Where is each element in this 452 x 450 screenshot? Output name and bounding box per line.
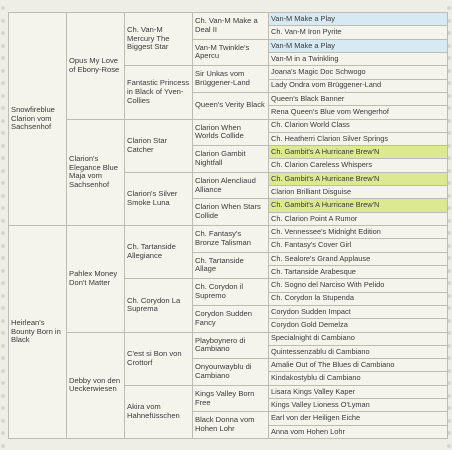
tractor-hole xyxy=(1,294,5,298)
tractor-hole xyxy=(1,369,5,373)
tractor-hole xyxy=(1,144,5,148)
tractor-hole xyxy=(1,81,5,85)
tractor-hole xyxy=(1,256,5,260)
ancestor-gen5: Van-M Make a Play xyxy=(269,13,448,26)
ancestor-gen5: Earl von der Heiligen Eiche xyxy=(269,412,448,425)
tractor-hole xyxy=(447,444,451,448)
ancestor-gen3: Ch. Tartanside Allegiance xyxy=(125,226,193,279)
ancestor-gen4: Ch. Corydon il Supremo xyxy=(193,279,269,306)
ancestor-gen5: Clarion Brilliant Disguise xyxy=(269,186,448,199)
tractor-hole xyxy=(1,219,5,223)
ancestor-gen4: Clarion Alencliaud Alliance xyxy=(193,172,269,199)
tractor-hole xyxy=(1,381,5,385)
tractor-hole xyxy=(1,431,5,435)
ancestor-gen5: Ch. Van-M Iron Pyrite xyxy=(269,26,448,39)
tractor-hole xyxy=(1,169,5,173)
tractor-hole xyxy=(1,194,5,198)
ancestor-gen5: Van-M in a Twinkling xyxy=(269,52,448,65)
ancestor-gen5: Lady Ondra vom Brüggener-Land xyxy=(269,79,448,92)
ancestor-gen5: Ch. Clarion World Class xyxy=(269,119,448,132)
pedigree-row xyxy=(9,226,448,239)
tractor-hole xyxy=(447,6,451,10)
ancestor-gen5: Corydon Sudden Impact xyxy=(269,305,448,318)
ancestor-gen5: Joana's Magic Doc Schwogo xyxy=(269,66,448,79)
ancestor-gen5: Kindakostyblu di Cambiano xyxy=(269,372,448,385)
ancestor-gen3: Ch. Corydon La Suprema xyxy=(125,279,193,332)
tractor-hole xyxy=(1,19,5,23)
ancestor-gen5: Anna vom Hohen Lohr xyxy=(269,425,448,438)
ancestor-gen2: Debby von den Ueckerwiesen xyxy=(67,332,125,439)
ancestor-gen4: Clarion Gambit Nightfall xyxy=(193,146,269,173)
tractor-hole xyxy=(1,306,5,310)
tractor-hole xyxy=(1,281,5,285)
ancestor-gen5: Ch. Corydon la Stupenda xyxy=(269,292,448,305)
ancestor-gen3: Clarion's Silver Smoke Luna xyxy=(125,172,193,225)
ancestor-gen5: Rena Queen's Blue vom Wengerhof xyxy=(269,106,448,119)
ancestor-gen5: Amalie Out of The Blues di Cambiano xyxy=(269,359,448,372)
ancestor-gen5: Ch. Clarion Careless Whispers xyxy=(269,159,448,172)
ancestor-gen4: Ch. Tartanside Allage xyxy=(193,252,269,279)
ancestor-gen5: Ch. Sealore's Grand Applause xyxy=(269,252,448,265)
ancestor-gen3: C'est si Bon von Crottorf xyxy=(125,332,193,385)
ancestor-gen4: Van-M Twinkle's Apercu xyxy=(193,39,269,66)
ancestor-gen1: Snowfireblue Clarion vom Sachsenhof xyxy=(9,13,67,226)
ancestor-gen2: Clarion's Elegance Blue Maja vom Sachsenhof xyxy=(67,119,125,226)
ancestor-gen4: Black Donna vom Hohen Lohr xyxy=(193,412,269,439)
ancestor-gen4: Ch. Van-M Make a Deal II xyxy=(193,13,269,40)
ancestor-gen5: Ch. Fantasy's Cover Girl xyxy=(269,239,448,252)
ancestor-gen2: Pahlex Money Don't Matter xyxy=(67,226,125,333)
ancestor-gen3: Ch. Van-M Mercury The Biggest Star xyxy=(125,13,193,66)
pedigree-table xyxy=(8,12,448,439)
tractor-hole xyxy=(1,156,5,160)
tractor-hole xyxy=(1,69,5,73)
ancestor-gen5: Ch. Vennessee's Midnight Edition xyxy=(269,226,448,239)
tractor-hole xyxy=(1,56,5,60)
ancestor-gen5: Queen's Black Banner xyxy=(269,92,448,105)
tractor-hole xyxy=(1,206,5,210)
ancestor-gen5: Ch. Sogno del Narciso With Pelido xyxy=(269,279,448,292)
tractor-hole xyxy=(1,231,5,235)
tractor-hole xyxy=(1,6,5,10)
tractor-hole xyxy=(1,119,5,123)
ancestor-gen5: Ch. Gambit's A Hurricane Brew'N xyxy=(269,199,448,212)
tractor-hole xyxy=(1,406,5,410)
tractor-hole xyxy=(1,394,5,398)
ancestor-gen5: Ch. Heatherri Clarion Silver Springs xyxy=(269,132,448,145)
tractor-hole xyxy=(1,244,5,248)
ancestor-gen4: Ch. Fantasy's Bronze Talisman xyxy=(193,226,269,253)
ancestor-gen3: Fantastic Princess in Black of Yven-Collies xyxy=(125,66,193,119)
tractor-hole xyxy=(1,269,5,273)
pedigree-row xyxy=(9,332,448,345)
tractor-hole xyxy=(1,419,5,423)
ancestor-gen5: Quintessenzablu di Cambiano xyxy=(269,345,448,358)
tractor-hole xyxy=(1,181,5,185)
tractor-hole xyxy=(1,444,5,448)
tractor-hole xyxy=(1,319,5,323)
tractor-hole xyxy=(1,356,5,360)
ancestor-gen5: Ch. Tartanside Arabesque xyxy=(269,265,448,278)
ancestor-gen4: Kings Valley Born Free xyxy=(193,385,269,412)
pedigree-row xyxy=(9,119,448,132)
ancestor-gen4: Playboynero di Cambiano xyxy=(193,332,269,359)
pedigree-row xyxy=(9,13,448,26)
ancestor-gen3: Akira vom Hahnefüsschen xyxy=(125,385,193,438)
tractor-hole xyxy=(1,44,5,48)
ancestor-gen4: Onyourwayblu di Cambiano xyxy=(193,359,269,386)
tractor-hole xyxy=(1,94,5,98)
ancestor-gen5: Ch. Gambit's A Hurricane Brew'N xyxy=(269,172,448,185)
ancestor-gen4: Clarion When Stars Collide xyxy=(193,199,269,226)
ancestor-gen3: Clarion Star Catcher xyxy=(125,119,193,172)
ancestor-gen1: Heirlean's Bounty Born in Black xyxy=(9,226,67,439)
ancestor-gen5: Ch. Gambit's A Hurricane Brew'N xyxy=(269,146,448,159)
tractor-hole xyxy=(1,31,5,35)
ancestor-gen5: Corydon Gold Demelza xyxy=(269,319,448,332)
ancestor-gen5: Specialnight di Cambiano xyxy=(269,332,448,345)
ancestor-gen4: Sir Unkas vom Brüggener-Land xyxy=(193,66,269,93)
tractor-hole xyxy=(1,131,5,135)
tractor-hole xyxy=(1,331,5,335)
tractor-hole xyxy=(1,106,5,110)
ancestor-gen4: Clarion When Worlds Collide xyxy=(193,119,269,146)
ancestor-gen5: Ch. Clarion Point A Rumor xyxy=(269,212,448,225)
ancestor-gen4: Corydon Sudden Fancy xyxy=(193,305,269,332)
ancestor-gen4: Queen's Verity Black xyxy=(193,92,269,119)
ancestor-gen5: Lisara Kings Valley Kaper xyxy=(269,385,448,398)
ancestor-gen2: Opus My Love of Ebony-Rose xyxy=(67,13,125,120)
tractor-hole xyxy=(1,344,5,348)
ancestor-gen5: Van-M Make a Play xyxy=(269,39,448,52)
ancestor-gen5: Kings Valley Lioness O'Lyman xyxy=(269,399,448,412)
left-tractor-holes xyxy=(0,0,6,450)
